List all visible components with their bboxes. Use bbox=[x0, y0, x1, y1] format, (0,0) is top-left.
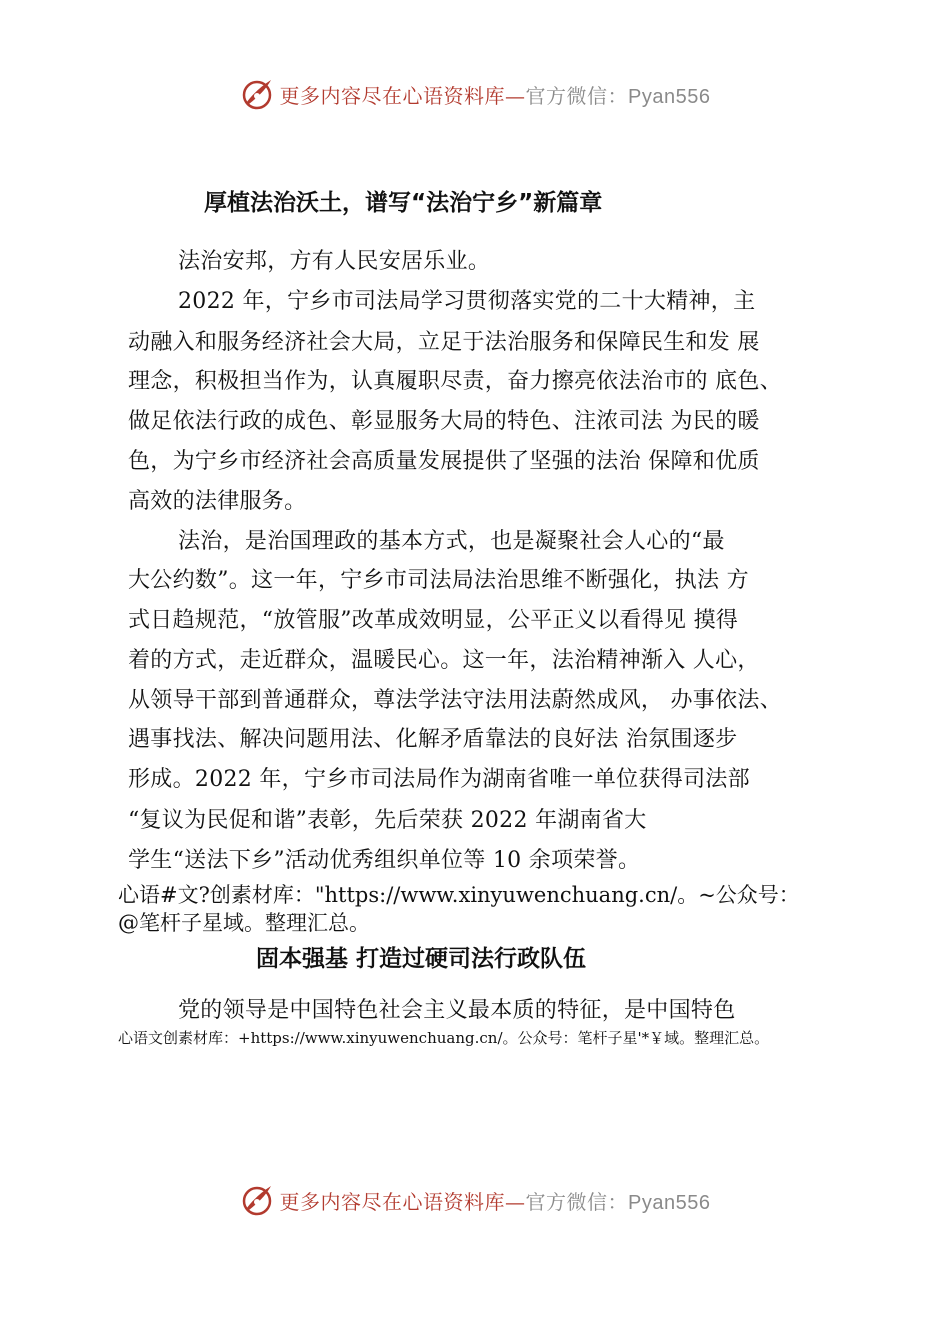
body-line: 色，为宁乡市经济社会高质量发展提供了坚强的法治 保障和优质 bbox=[128, 449, 760, 474]
quill-pen-logo-icon bbox=[240, 77, 274, 111]
body-line: 做足依法行政的成色、彰显服务大局的特色、注浓司法 为民的暖 bbox=[128, 409, 760, 434]
body-line: 从领导干部到普通群众，尊法学法守法用法蔚然成风， 办事依法、 bbox=[128, 688, 782, 713]
banner-wechat-id: Pyan556 bbox=[628, 1191, 711, 1214]
banner-wechat-id: Pyan556 bbox=[628, 85, 711, 108]
body-line: 2022 年，宁乡市司法局学习贯彻落实党的二十大精神，主 bbox=[178, 289, 756, 314]
footer-banner bbox=[0, 1180, 950, 1220]
body-line: 大公约数”。这一年，宁乡市司法局法治思维不断强化，执法 方 bbox=[128, 568, 749, 593]
body-line: “复议为民促和谐”表彰，先后荣获 2022 年湖南省大 bbox=[128, 808, 647, 833]
banner-separator: — bbox=[505, 83, 526, 108]
watermark-text-small: 心语文创素材库：+https://www.xinyuwenchuang.cn/。公众号：笔杆子星'*￥域。整理汇总。 bbox=[118, 1029, 770, 1047]
banner-label: 官方微信： bbox=[525, 83, 629, 108]
section-heading: 固本强基 打造过硬司法行政队伍 bbox=[256, 946, 587, 972]
watermark-text: @笔杆子星域。整理汇总。 bbox=[118, 911, 370, 935]
body-line: 法治，是治国理政的基本方式，也是凝聚社会人心的“最 bbox=[178, 529, 725, 554]
banner-main-text: 更多内容尽在心语资料库 bbox=[279, 83, 506, 108]
body-line: 动融入和服务经济社会大局，立足于法治服务和保障民生和发 展 bbox=[128, 330, 760, 355]
body-line: 着的方式，走近群众，温暖民心。这一年，法治精神渐入 人心， bbox=[128, 648, 760, 673]
body-line: 党的领导是中国特色社会主义最本质的特征，是中国特色 bbox=[178, 998, 736, 1023]
banner-main-text: 更多内容尽在心语资料库 bbox=[279, 1189, 506, 1214]
body-line: 法治安邦，方有人民安居乐业。 bbox=[178, 249, 491, 274]
banner-text bbox=[280, 80, 711, 109]
banner-text bbox=[280, 1186, 711, 1215]
body-line: 学生“送法下乡”活动优秀组织单位等 10 余项荣誉。 bbox=[128, 848, 641, 873]
banner-label: 官方微信： bbox=[525, 1189, 629, 1214]
banner-separator: — bbox=[505, 1189, 526, 1214]
quill-pen-logo-icon bbox=[240, 1183, 274, 1217]
article-title: 厚植法治沃土，谱写“法治宁乡”新篇章 bbox=[204, 190, 603, 216]
header-banner bbox=[0, 74, 950, 114]
body-line: 遇事找法、解决问题用法、化解矛盾靠法的良好法 治氛围逐步 bbox=[128, 727, 738, 752]
body-line: 式日趋规范，“放管服”改革成效明显，公平正义以看得见 摸得 bbox=[128, 608, 739, 633]
body-line: 高效的法律服务。 bbox=[128, 489, 307, 514]
watermark-text: 心语#文?创素材库："https://www.xinyuwenchuang.cn/。~公众号： bbox=[118, 883, 800, 907]
body-line: 理念，积极担当作为，认真履职尽责，奋力擦亮依法治市的 底色、 bbox=[128, 369, 782, 394]
body-line: 形成。2022 年，宁乡市司法局作为湖南省唯一单位获得司法部 bbox=[128, 767, 750, 792]
